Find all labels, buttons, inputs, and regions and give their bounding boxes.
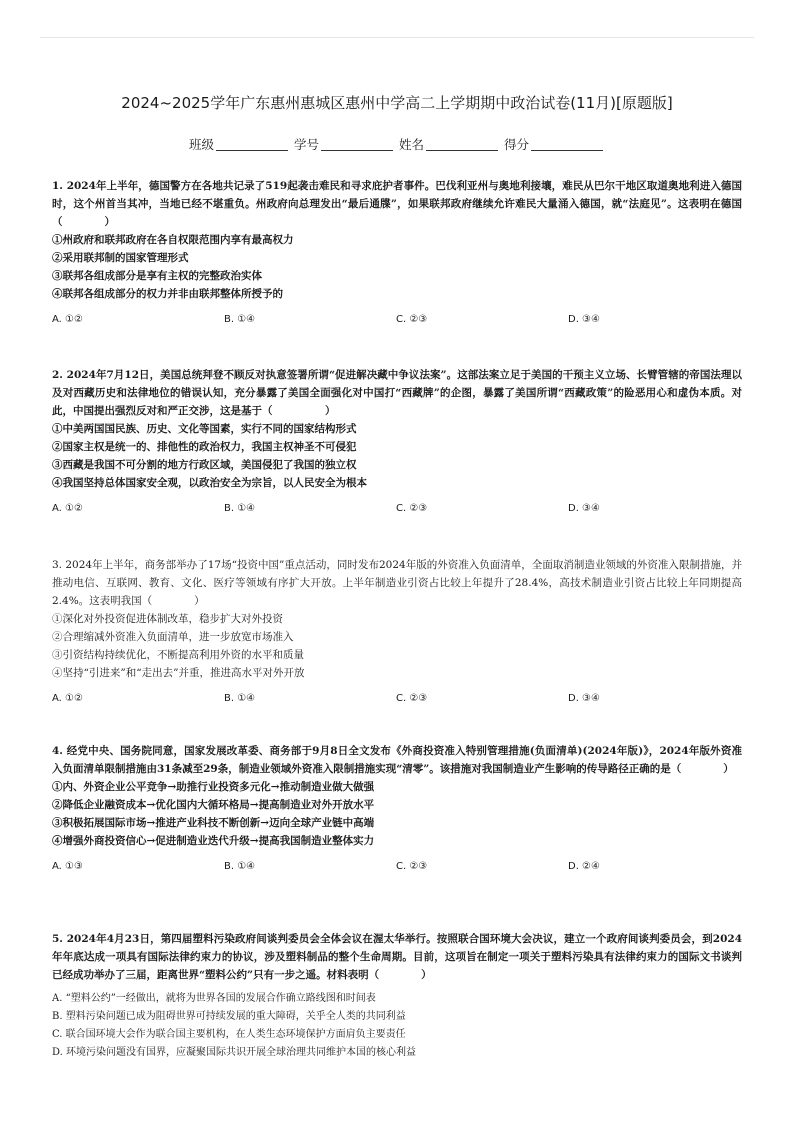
option-d[interactable]: D. 环境污染问题没有国界，应凝聚国际共识开展全球治理共同维护本国的核心利益 [52, 1047, 417, 1058]
option-d[interactable]: D. ③④ [568, 693, 600, 704]
option-a[interactable]: A. ①② [52, 503, 83, 514]
question-stem: 4. 经党中央、国务院同意，国家发展改革委、商务部于9月8日全文发布《外商投资准入特别管理措施(负面清单)(2024年版)》，2024年版外资准入负面清单限制措施由31条减至29条，制造业领域外资准入限制措施实现“清零”。该措施对我国制造业产生影响的传导路径正确的是（ ） [52, 745, 742, 775]
option-c[interactable]: C. 联合国环境大会作为联合国主要机构，在人类生态环境保护方面肩负主要责任 [52, 1029, 406, 1040]
name-label: 姓名 [398, 137, 424, 152]
option-b[interactable]: B. ①④ [224, 314, 256, 325]
statement-item: ①州政府和联邦政府在各自权限范围内享有最高权力 [52, 234, 294, 246]
option-a[interactable]: A. ①② [52, 314, 83, 325]
question-1 [52, 177, 742, 329]
statement-item: ①深化对外投资促进体制改革，稳步扩大对外投资 [52, 613, 283, 625]
option-a[interactable]: A. ①③ [52, 861, 83, 872]
option-c[interactable]: C. ②③ [396, 503, 428, 514]
class-label: 班级 [188, 137, 214, 152]
answer-options [52, 690, 742, 708]
answer-options [52, 500, 742, 518]
answer-options [52, 311, 742, 329]
option-a[interactable]: A. “塑料公约”一经做出，就将为世界各国的发展合作确立路线图和时间表 [52, 993, 376, 1004]
option-c[interactable]: C. ②③ [396, 693, 428, 704]
statement-item: ④坚持“引进来”和“走出去”并重，推进高水平对外开放 [52, 667, 305, 679]
question-2 [52, 366, 742, 518]
statement-item: ②采用联邦制的国家管理形式 [52, 252, 189, 264]
score-blank[interactable] [531, 138, 603, 151]
option-c[interactable]: C. ②③ [396, 314, 428, 325]
question-4 [52, 742, 742, 876]
option-d[interactable]: D. ③④ [568, 314, 600, 325]
question-stem: 1. 2024年上半年，德国警方在各地共记录了519起袭击难民和寻求庇护者事件。巴伐利亚州与奥地利接壤，难民从巴尔干地区取道奥地利进入德国时，这个州首当其冲，当地已经不堪重负。州政府向总理发出“最后通牒”，如果联邦政府继续允许难民大量涌入德国，就“法庭见”。这表明在德国（ ） [52, 180, 742, 228]
statement-item: ①内、外资企业公平竞争→助推行业投资多元化→推动制造业做大做强 [52, 781, 375, 793]
option-c[interactable]: C. ②③ [396, 861, 428, 872]
question-stem: 3. 2024年上半年，商务部举办了17场“投资中国”重点活动，同时发布2024年版的外资准入负面清单，全面取消制造业领域的外资准入限制措施，并推动电信、互联网、教育、文化、医疗等领域有序扩大开放。上半年制造业引资占比较上年提升了28.4%，高技术制造业引资占比较上年同期提高2.4%。这表明我国（ ） [52, 559, 742, 607]
statement-item: ③联邦各组成部分是享有主权的完整政治实体 [52, 270, 262, 282]
answer-options [52, 990, 742, 1062]
option-b[interactable]: B. ①④ [224, 693, 256, 704]
question-5 [52, 930, 742, 1062]
statement-item: ③积极拓展国际市场→推进产业科技不断创新→迈向全球产业链中高端 [52, 817, 375, 829]
statement-item: ②国家主权是统一的、排他性的政治权力，我国主权神圣不可侵犯 [52, 441, 357, 453]
number-blank[interactable] [321, 138, 393, 151]
class-blank[interactable] [216, 138, 288, 151]
number-label: 学号 [293, 137, 319, 152]
question-stem: 5. 2024年4月23日，第四届塑料污染政府间谈判委员会全体会议在渥太华举行。按照联合国环境大会决议，建立一个政府间谈判委员会，到2024年年底达成一项具有国际法律约束力的协议，涉及塑料制品的整个生命周期。目前，这项旨在制定一项关于塑料污染具有法律约束力的国际文书谈判已经成功举办了三届，距离世界“塑料公约”只有一步之遥。材料表明（ ） [52, 933, 742, 981]
option-d[interactable]: D. ②④ [568, 861, 600, 872]
statement-item: ③西藏是我国不可分割的地方行政区域，美国侵犯了我国的独立权 [52, 459, 357, 471]
option-d[interactable]: D. ③④ [568, 503, 600, 514]
option-b[interactable]: B. ①④ [224, 503, 256, 514]
statement-item: ②合理缩减外资准入负面清单，进一步放宽市场准入 [52, 631, 294, 643]
student-info-fields [0, 135, 794, 153]
statement-item: ④增强外商投资信心→促进制造业迭代升级→提高我国制造业整体实力 [52, 835, 375, 847]
name-blank[interactable] [426, 138, 498, 151]
answer-options [52, 858, 742, 876]
option-b[interactable]: B. 塑料污染问题已成为阻碍世界可持续发展的重大障碍，关乎全人类的共同利益 [52, 1011, 406, 1022]
statement-item: ③引资结构持续优化，不断提高利用外资的水平和质量 [52, 649, 304, 661]
page-title: 2024~2025学年广东惠州惠城区惠州中学高二上学期期中政治试卷(11月)[原题版] [121, 94, 673, 112]
option-a[interactable]: A. ①② [52, 693, 83, 704]
option-b[interactable]: B. ①④ [224, 861, 256, 872]
header-rule [40, 37, 754, 38]
score-label: 得分 [503, 137, 529, 152]
statement-item: ④联邦各组成部分的权力并非由联邦整体所授予的 [52, 288, 283, 300]
statement-item: ④我国坚持总体国家安全观，以政治安全为宗旨，以人民安全为根本 [52, 477, 367, 489]
statement-item: ②降低企业融资成本→优化国内大循环格局→提高制造业对外开放水平 [52, 799, 375, 811]
statement-item: ①中美两国国民族、历史、文化等国素，实行不同的国家结构形式 [52, 423, 357, 435]
question-stem: 2. 2024年7月12日，美国总统拜登不顾反对执意签署所谓“促进解决藏中争议法案”。这部法案立足于美国的干预主义立场、长臂管辖的帝国法理以及对西藏历史和法律地位的错误认知，充分暴露了美国全面强化对中国打“西藏牌”的企图，暴露了美国所谓“西藏政策”的险恶用心和虚伪本质。对此，中国提出强烈反对和严正交涉，这是基于（ ） [52, 369, 742, 417]
question-3 [52, 556, 742, 708]
